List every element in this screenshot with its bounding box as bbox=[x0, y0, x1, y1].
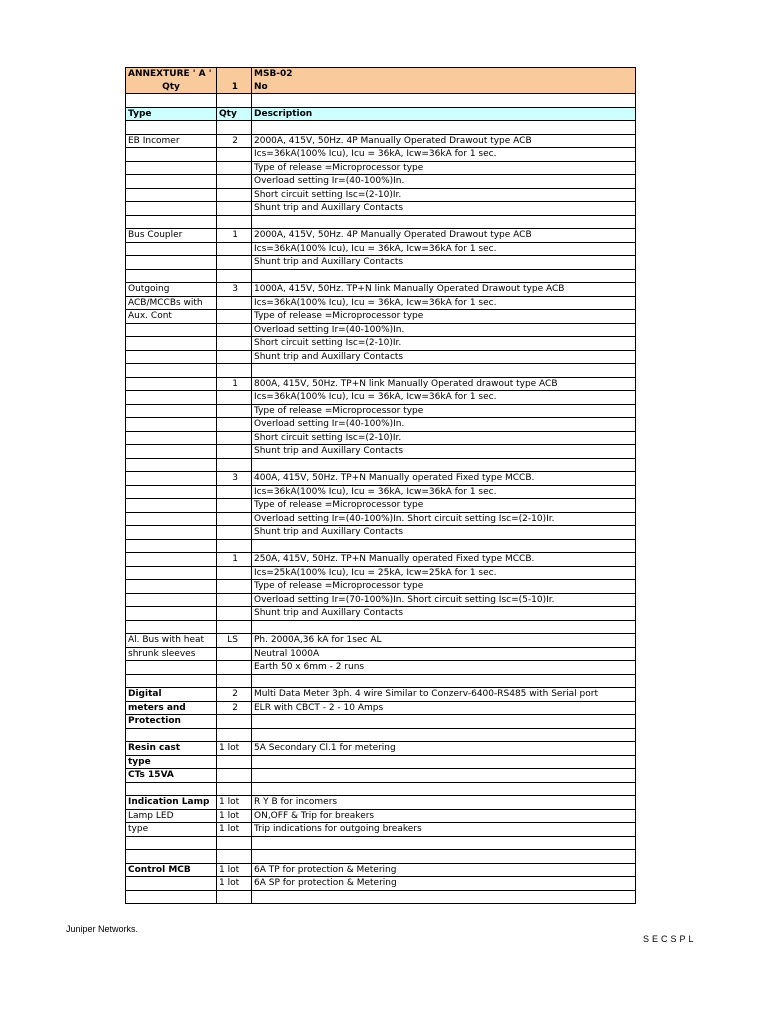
table-row bbox=[126, 121, 636, 135]
type-cell bbox=[126, 890, 217, 904]
table-row bbox=[126, 863, 636, 877]
type-cell: CTs 15VA bbox=[126, 769, 217, 783]
table-row bbox=[126, 566, 636, 580]
qty-cell bbox=[217, 269, 252, 283]
type-cell: Lamp LED bbox=[126, 809, 217, 823]
type-cell bbox=[126, 202, 217, 216]
type-cell bbox=[126, 782, 217, 796]
table-row bbox=[126, 836, 636, 850]
qty-cell bbox=[217, 607, 252, 621]
qty-cell bbox=[217, 593, 252, 607]
qty-cell bbox=[217, 850, 252, 864]
table-row bbox=[126, 283, 636, 297]
description-cell: Ics=36kA(100% Icu), Icu = 36kA, Icw=36kA for 1 sec. bbox=[252, 296, 636, 310]
type-cell bbox=[126, 836, 217, 850]
description-cell: Shunt trip and Auxillary Contacts bbox=[252, 445, 636, 459]
qty-cell bbox=[217, 728, 252, 742]
type-cell bbox=[126, 661, 217, 675]
table-row bbox=[126, 620, 636, 634]
type-cell: Outgoing bbox=[126, 283, 217, 297]
qty-cell: 3 bbox=[217, 283, 252, 297]
qty-cell bbox=[217, 661, 252, 675]
table-row bbox=[126, 580, 636, 594]
type-cell: Control MCB bbox=[126, 863, 217, 877]
type-cell bbox=[126, 323, 217, 337]
header-spacer bbox=[217, 68, 252, 81]
description-cell bbox=[252, 715, 636, 729]
type-cell bbox=[126, 431, 217, 445]
qty-cell bbox=[217, 755, 252, 769]
description-cell: Shunt trip and Auxillary Contacts bbox=[252, 256, 636, 270]
table-row bbox=[126, 877, 636, 891]
type-cell bbox=[126, 607, 217, 621]
type-cell bbox=[126, 161, 217, 175]
description-cell: Ics=36kA(100% Icu), Icu = 36kA, Icw=36kA for 1 sec. bbox=[252, 242, 636, 256]
type-cell bbox=[126, 242, 217, 256]
column-header-type: Type bbox=[126, 107, 217, 121]
qty-cell bbox=[217, 148, 252, 162]
table-row bbox=[126, 485, 636, 499]
description-cell: 6A SP for protection & Metering bbox=[252, 877, 636, 891]
description-cell: Ph. 2000A,36 kA for 1sec AL bbox=[252, 634, 636, 648]
description-cell: Shunt trip and Auxillary Contacts bbox=[252, 526, 636, 540]
type-cell bbox=[126, 593, 217, 607]
type-cell: Bus Coupler bbox=[126, 229, 217, 243]
footer-code: SECSPL bbox=[643, 934, 697, 944]
description-cell: 800A, 415V, 50Hz. TP+N link Manually Operated drawout type ACB bbox=[252, 377, 636, 391]
description-cell bbox=[252, 769, 636, 783]
qty-cell: 1 bbox=[217, 377, 252, 391]
description-cell: 6A TP for protection & Metering bbox=[252, 863, 636, 877]
description-cell bbox=[252, 215, 636, 229]
qty-cell bbox=[217, 499, 252, 513]
type-cell bbox=[126, 269, 217, 283]
qty-cell bbox=[217, 674, 252, 688]
table-row bbox=[126, 553, 636, 567]
qty-cell bbox=[217, 458, 252, 472]
description-cell: Type of release =Microprocessor type bbox=[252, 499, 636, 513]
table-row bbox=[126, 607, 636, 621]
description-cell bbox=[252, 458, 636, 472]
description-cell: 400A, 415V, 50Hz. TP+N Manually operated Fixed type MCCB. bbox=[252, 472, 636, 486]
qty-cell: 2 bbox=[217, 688, 252, 702]
table-row bbox=[126, 634, 636, 648]
table-row bbox=[126, 499, 636, 513]
table-row bbox=[126, 593, 636, 607]
description-cell: Ics=36kA(100% Icu), Icu = 36kA, Icw=36kA for 1 sec. bbox=[252, 391, 636, 405]
table-row bbox=[126, 715, 636, 729]
table-row bbox=[126, 242, 636, 256]
table-row bbox=[126, 134, 636, 148]
qty-cell bbox=[217, 580, 252, 594]
description-cell bbox=[252, 755, 636, 769]
qty-cell: 1 lot bbox=[217, 742, 252, 756]
table-row bbox=[126, 404, 636, 418]
type-cell bbox=[126, 364, 217, 378]
qty-cell bbox=[217, 404, 252, 418]
footer-company: Juniper Networks. bbox=[66, 924, 139, 934]
table-row bbox=[126, 472, 636, 486]
type-cell: EB Incomer bbox=[126, 134, 217, 148]
table-row bbox=[126, 229, 636, 243]
type-cell bbox=[126, 337, 217, 351]
table-row bbox=[126, 661, 636, 675]
qty-cell bbox=[217, 620, 252, 634]
table-row bbox=[126, 148, 636, 162]
table-row bbox=[126, 647, 636, 661]
description-cell: Type of release =Microprocessor type bbox=[252, 161, 636, 175]
qty-cell: 2 bbox=[217, 134, 252, 148]
table-row bbox=[126, 458, 636, 472]
description-cell: Type of release =Microprocessor type bbox=[252, 404, 636, 418]
qty-label: Qty bbox=[126, 81, 217, 94]
type-cell: shrunk sleeves bbox=[126, 647, 217, 661]
table-row bbox=[126, 310, 636, 324]
table-row bbox=[126, 269, 636, 283]
description-cell: Short circuit setting Isc=(2-10)Ir. bbox=[252, 188, 636, 202]
type-cell bbox=[126, 121, 217, 135]
type-cell bbox=[126, 175, 217, 189]
qty-cell: 1 lot bbox=[217, 863, 252, 877]
type-cell bbox=[126, 539, 217, 553]
table-row bbox=[126, 742, 636, 756]
qty-cell bbox=[217, 715, 252, 729]
description-cell bbox=[252, 364, 636, 378]
type-cell bbox=[126, 485, 217, 499]
description-cell: R Y B for incomers bbox=[252, 796, 636, 810]
qty-cell bbox=[217, 391, 252, 405]
description-cell: Ics=36kA(100% Icu), Icu = 36kA, Icw=36kA for 1 sec. bbox=[252, 148, 636, 162]
table-row bbox=[126, 337, 636, 351]
qty-cell bbox=[217, 485, 252, 499]
description-cell bbox=[252, 620, 636, 634]
type-cell bbox=[126, 404, 217, 418]
qty-cell bbox=[217, 418, 252, 432]
type-cell bbox=[126, 850, 217, 864]
qty-cell bbox=[217, 539, 252, 553]
qty-cell: 1 lot bbox=[217, 823, 252, 837]
description-cell: Type of release =Microprocessor type bbox=[252, 310, 636, 324]
table-row bbox=[126, 674, 636, 688]
description-cell: Overload setting Ir=(40-100%)In. bbox=[252, 418, 636, 432]
description-cell: Shunt trip and Auxillary Contacts bbox=[252, 202, 636, 216]
type-cell: Indication Lamp bbox=[126, 796, 217, 810]
spacer-row bbox=[126, 94, 636, 108]
description-cell: Overload setting Ir=(70-100%)In. Short circuit setting Isc=(5-10)Ir. bbox=[252, 593, 636, 607]
panel-name: MSB-02 bbox=[252, 68, 636, 81]
column-header-row bbox=[126, 107, 636, 121]
table-row bbox=[126, 215, 636, 229]
qty-cell: 1 bbox=[217, 553, 252, 567]
description-cell: Overload setting Ir=(40-100%)In. bbox=[252, 175, 636, 189]
type-cell bbox=[126, 377, 217, 391]
table-row bbox=[126, 445, 636, 459]
type-cell bbox=[126, 418, 217, 432]
type-cell bbox=[126, 877, 217, 891]
qty-cell: 1 lot bbox=[217, 796, 252, 810]
qty-cell: 2 bbox=[217, 701, 252, 715]
description-cell: ELR with CBCT - 2 - 10 Amps bbox=[252, 701, 636, 715]
type-cell bbox=[126, 499, 217, 513]
description-cell: Shunt trip and Auxillary Contacts bbox=[252, 350, 636, 364]
table-row bbox=[126, 364, 636, 378]
column-header-qty: Qty bbox=[217, 107, 252, 121]
qty-cell bbox=[217, 836, 252, 850]
type-cell bbox=[126, 445, 217, 459]
description-cell bbox=[252, 121, 636, 135]
description-cell bbox=[252, 269, 636, 283]
description-cell bbox=[252, 850, 636, 864]
type-cell: Resin cast bbox=[126, 742, 217, 756]
table-row bbox=[126, 418, 636, 432]
qty-cell bbox=[217, 445, 252, 459]
table-row bbox=[126, 850, 636, 864]
description-cell: Earth 50 x 6mm - 2 runs bbox=[252, 661, 636, 675]
qty-cell bbox=[217, 161, 252, 175]
type-cell bbox=[126, 215, 217, 229]
qty-cell bbox=[217, 647, 252, 661]
type-cell bbox=[126, 458, 217, 472]
qty-value: 1 bbox=[217, 81, 252, 94]
description-cell: ON,OFF & Trip for breakers bbox=[252, 809, 636, 823]
qty-cell: 1 lot bbox=[217, 809, 252, 823]
qty-cell bbox=[217, 364, 252, 378]
description-cell: Overload setting Ir=(40-100%)In. bbox=[252, 323, 636, 337]
table-row bbox=[126, 539, 636, 553]
description-cell: Multi Data Meter 3ph. 4 wire Similar to Conzerv-6400-RS485 with Serial port bbox=[252, 688, 636, 702]
unit-label: No bbox=[252, 81, 636, 94]
description-cell bbox=[252, 890, 636, 904]
qty-cell bbox=[217, 431, 252, 445]
qty-cell: 1 lot bbox=[217, 877, 252, 891]
qty-cell bbox=[217, 242, 252, 256]
type-cell: Aux. Cont bbox=[126, 310, 217, 324]
description-cell: Neutral 1000A bbox=[252, 647, 636, 661]
type-cell: Digital bbox=[126, 688, 217, 702]
type-cell bbox=[126, 472, 217, 486]
table-row bbox=[126, 701, 636, 715]
type-cell bbox=[126, 728, 217, 742]
type-cell bbox=[126, 256, 217, 270]
annexture-label: ANNEXTURE ' A ' bbox=[126, 68, 217, 81]
type-cell bbox=[126, 674, 217, 688]
table-row bbox=[126, 188, 636, 202]
qty-cell bbox=[217, 526, 252, 540]
table-row bbox=[126, 431, 636, 445]
type-cell bbox=[126, 148, 217, 162]
type-cell bbox=[126, 391, 217, 405]
table-row bbox=[126, 296, 636, 310]
table-row bbox=[126, 377, 636, 391]
qty-cell bbox=[217, 769, 252, 783]
qty-cell bbox=[217, 323, 252, 337]
type-cell bbox=[126, 620, 217, 634]
description-cell: 250A, 415V, 50Hz. TP+N Manually operated Fixed type MCCB. bbox=[252, 553, 636, 567]
header-row-annexture bbox=[126, 68, 636, 81]
description-cell: Short circuit setting Isc=(2-10)Ir. bbox=[252, 431, 636, 445]
type-cell: Protection bbox=[126, 715, 217, 729]
description-cell bbox=[252, 674, 636, 688]
description-cell: Trip indications for outgoing breakers bbox=[252, 823, 636, 837]
description-cell: Overload setting Ir=(40-100%)In. Short circuit setting Isc=(2-10)Ir. bbox=[252, 512, 636, 526]
qty-cell: 3 bbox=[217, 472, 252, 486]
table-row bbox=[126, 823, 636, 837]
description-cell: Type of release =Microprocessor type bbox=[252, 580, 636, 594]
type-cell bbox=[126, 526, 217, 540]
qty-cell bbox=[217, 296, 252, 310]
qty-cell bbox=[217, 256, 252, 270]
table-row bbox=[126, 323, 636, 337]
table-row bbox=[126, 512, 636, 526]
table-row bbox=[126, 526, 636, 540]
qty-cell bbox=[217, 188, 252, 202]
table-row bbox=[126, 769, 636, 783]
table-row bbox=[126, 161, 636, 175]
description-cell: 1000A, 415V, 50Hz. TP+N link Manually Operated Drawout type ACB bbox=[252, 283, 636, 297]
qty-cell bbox=[217, 566, 252, 580]
description-cell: Shunt trip and Auxillary Contacts bbox=[252, 607, 636, 621]
description-cell: Ics=36kA(100% Icu), Icu = 36kA, Icw=36kA for 1 sec. bbox=[252, 485, 636, 499]
table-row bbox=[126, 202, 636, 216]
type-cell bbox=[126, 566, 217, 580]
table-row bbox=[126, 728, 636, 742]
qty-cell bbox=[217, 890, 252, 904]
table-row bbox=[126, 755, 636, 769]
table-row bbox=[126, 256, 636, 270]
type-cell: meters and bbox=[126, 701, 217, 715]
table-row bbox=[126, 890, 636, 904]
specification-table bbox=[125, 67, 636, 904]
description-cell bbox=[252, 728, 636, 742]
qty-cell bbox=[217, 202, 252, 216]
description-cell bbox=[252, 836, 636, 850]
description-cell: Short circuit setting Isc=(2-10)Ir. bbox=[252, 337, 636, 351]
table-row bbox=[126, 391, 636, 405]
description-cell: 2000A, 415V, 50Hz. 4P Manually Operated Drawout type ACB bbox=[252, 134, 636, 148]
qty-cell bbox=[217, 337, 252, 351]
table-row bbox=[126, 175, 636, 189]
column-header-description: Description bbox=[252, 107, 636, 121]
type-cell bbox=[126, 580, 217, 594]
table-row bbox=[126, 796, 636, 810]
type-cell bbox=[126, 553, 217, 567]
qty-cell bbox=[217, 215, 252, 229]
type-cell: ACB/MCCBs with bbox=[126, 296, 217, 310]
table-row bbox=[126, 782, 636, 796]
header-row-qty bbox=[126, 81, 636, 94]
type-cell bbox=[126, 188, 217, 202]
qty-cell bbox=[217, 310, 252, 324]
qty-cell: 1 bbox=[217, 229, 252, 243]
qty-cell: LS bbox=[217, 634, 252, 648]
description-cell bbox=[252, 782, 636, 796]
table-row bbox=[126, 809, 636, 823]
type-cell: type bbox=[126, 823, 217, 837]
type-cell: type bbox=[126, 755, 217, 769]
description-cell: 5A Secondary Cl.1 for metering bbox=[252, 742, 636, 756]
qty-cell bbox=[217, 121, 252, 135]
table-row bbox=[126, 350, 636, 364]
qty-cell bbox=[217, 512, 252, 526]
description-cell bbox=[252, 539, 636, 553]
table-row bbox=[126, 688, 636, 702]
type-cell bbox=[126, 512, 217, 526]
type-cell bbox=[126, 350, 217, 364]
qty-cell bbox=[217, 782, 252, 796]
description-cell: Ics=25kA(100% Icu), Icu = 25kA, Icw=25kA for 1 sec. bbox=[252, 566, 636, 580]
qty-cell bbox=[217, 175, 252, 189]
type-cell: Al. Bus with heat bbox=[126, 634, 217, 648]
qty-cell bbox=[217, 350, 252, 364]
description-cell: 2000A, 415V, 50Hz. 4P Manually Operated Drawout type ACB bbox=[252, 229, 636, 243]
